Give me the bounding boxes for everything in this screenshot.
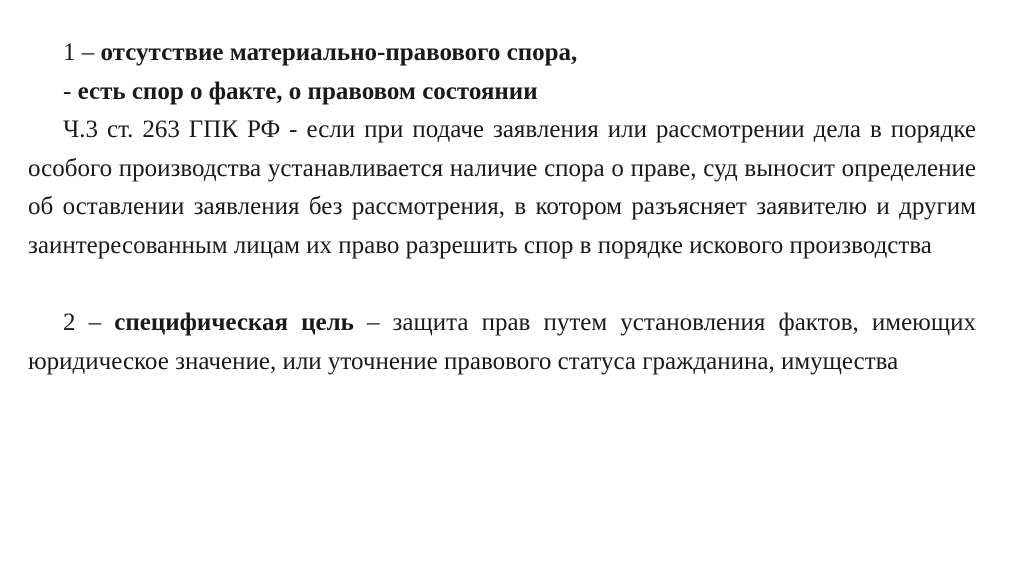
paragraph-spacer [28,266,976,305]
item1-heading: отсутствие материально-правового спора, [100,39,578,66]
item2-text: – защита прав путем установления фактов, имеющих юридическое значение, или уточнение правового статуса гражданина, имущества [28,309,976,375]
item2-heading: специфическая цель [114,309,354,337]
item2-paragraph [28,304,976,381]
item1-line [28,34,976,73]
item1-detail-paragraph: Ч.3 ст. 263 ГПК РФ - если при подаче заявления или рассмотрении дела в порядке особого производства устанавливается наличие спора о праве, суд выносит определение об оставлении заявления без рассмотрения, в котором разъясняет заявителю и другим заинтересованным лицам их право разрешить спор в порядке искового производства [28,116,976,259]
item2-number: 2 – [63,309,102,337]
slide-content [28,34,976,381]
item1-sub-prefix: - [63,77,72,105]
item1-number: 1 – [63,39,95,66]
item1-sub-heading: есть спор о факте, о правовом состоянии [77,77,538,105]
item1-sub-line [28,73,976,112]
